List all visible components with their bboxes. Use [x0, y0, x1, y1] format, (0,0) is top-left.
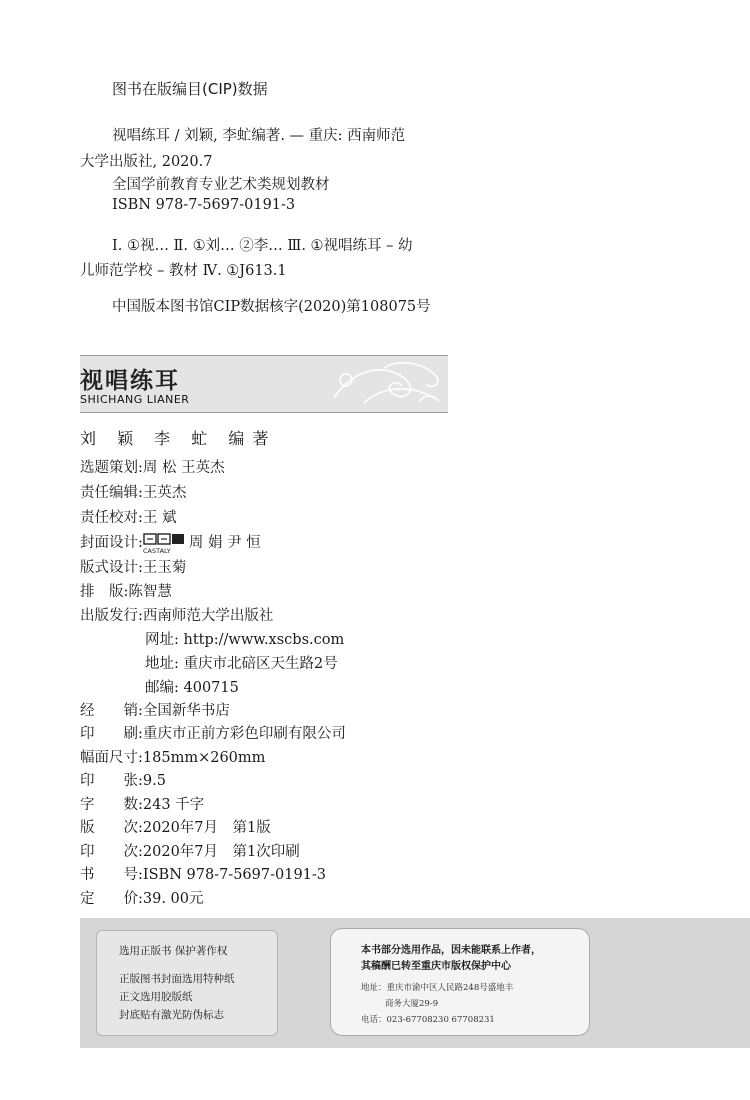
credit-value: 2020年7月 第1次印刷	[142, 844, 300, 860]
credit-label: 字 数:	[80, 797, 143, 813]
credit-label: 选题策划:	[80, 460, 143, 476]
credit-edition	[80, 817, 271, 839]
credit-label: 经 销:	[80, 703, 143, 719]
cip-line-5: Ⅰ. ①视… Ⅱ. ①刘… ②李… Ⅲ. ①视唱练耳 – 幼	[112, 238, 413, 254]
credit-label: 印 张:	[80, 773, 143, 789]
credit-value: 西南师范大学出版社	[142, 608, 274, 624]
title-band	[80, 355, 448, 413]
copyright-address: 地址：重庆市渝中区人民路248号盛地丰	[361, 983, 514, 993]
credit-impression	[80, 841, 300, 863]
credit-label: 出版发行:	[80, 608, 143, 624]
credit-value: 重庆市正前方彩色印刷有限公司	[142, 726, 346, 742]
publisher-postcode: 邮编: 400715	[145, 680, 239, 696]
copyright-notice-line-2: 其稿酬已转至重庆市版权保护中心	[361, 961, 511, 972]
credit-label: 定 价:	[80, 891, 143, 907]
book-title: 视唱练耳	[80, 368, 180, 394]
credit-layout	[80, 557, 186, 579]
credit-value: 周 松 王英杰	[142, 460, 225, 476]
credit-sheets	[80, 770, 166, 792]
credit-label: 排 版:	[80, 584, 129, 600]
credit-planning	[80, 457, 225, 479]
copyright-notice-card	[330, 928, 590, 1036]
anti-piracy-title: 选用正版书 保护著作权	[119, 945, 228, 957]
credit-label: 印 次:	[80, 844, 143, 860]
anti-piracy-card	[96, 930, 278, 1036]
credit-value: 陈智慧	[128, 584, 172, 600]
credit-value: 39. 00元	[142, 891, 204, 907]
credit-label: 版式设计:	[80, 560, 143, 576]
publisher-address: 地址: 重庆市北碚区天生路2号	[145, 656, 338, 672]
copyright-notice-line-1: 本书部分选用作品，因未能联系上作者，	[361, 945, 541, 956]
credit-price	[80, 888, 204, 910]
credit-printer	[80, 723, 346, 745]
authors: 刘 颖 李 虻 编著	[80, 429, 277, 448]
copyright-phone: 电话：023-67708230 67708231	[361, 1015, 495, 1025]
credit-value: 9.5	[142, 773, 166, 789]
credit-label: 责任编辑:	[80, 485, 143, 501]
book-pinyin: SHICHANG LIANER	[80, 393, 190, 406]
cip-line-2: 大学出版社, 2020.7	[80, 154, 213, 170]
credit-label: 幅面尺寸:	[80, 750, 143, 766]
credit-value: 王 斌	[142, 510, 177, 526]
credit-proof	[80, 507, 177, 529]
credit-words	[80, 794, 204, 816]
credit-typeset	[80, 581, 172, 603]
anti-piracy-line-2: 正文选用胶版纸	[119, 991, 193, 1003]
copyright-address-2: 商务大厦29-9	[385, 999, 439, 1009]
castaly-logo	[143, 532, 185, 554]
cip-line-7: 中国版本图书馆CIP数据核字(2020)第108075号	[112, 299, 431, 315]
credit-editor	[80, 482, 186, 504]
cip-line-3: 全国学前教育专业艺术类规划教材	[112, 177, 330, 193]
credit-label: 印 刷:	[80, 726, 143, 742]
credit-distributor	[80, 700, 230, 722]
cip-line-4: ISBN 978-7-5697-0191-3	[112, 197, 296, 213]
cip-heading: 图书在版编目(CIP)数据	[112, 80, 268, 98]
credit-isbn	[80, 864, 326, 886]
publisher-website: 网址: http://www.xscbs.com	[145, 632, 345, 648]
cip-line-1: 视唱练耳 / 刘颖, 李虻编著. — 重庆: 西南师范	[112, 128, 406, 144]
credit-size	[80, 747, 265, 769]
credit-label: 封面设计:	[80, 535, 143, 551]
credit-value: 243 千字	[142, 797, 205, 813]
credit-value: 全国新华书店	[142, 703, 230, 719]
swirl-ornament	[324, 358, 444, 408]
credit-value: 王英杰	[142, 485, 187, 501]
anti-piracy-line-3: 封底贴有激光防伪标志	[119, 1009, 224, 1021]
credit-value: ISBN 978-7-5697-0191-3	[142, 867, 327, 883]
credit-value: 周 娟 尹 恒	[188, 535, 261, 551]
credit-value: 185mm×260mm	[142, 750, 266, 766]
cip-line-6: 儿师范学校 – 教材 Ⅳ. ①J613.1	[80, 263, 287, 279]
credit-value: 王玉菊	[142, 560, 187, 576]
castaly-logo-text: CASTALY	[142, 547, 171, 554]
credit-label: 版 次:	[80, 820, 143, 836]
credit-publisher	[80, 605, 273, 627]
credit-label: 书 号:	[80, 867, 143, 883]
credit-value: 2020年7月 第1版	[142, 820, 271, 836]
credit-label: 责任校对:	[80, 510, 143, 526]
anti-piracy-line-1: 正版图书封面选用特种纸	[119, 973, 235, 985]
credit-cover	[80, 532, 261, 554]
